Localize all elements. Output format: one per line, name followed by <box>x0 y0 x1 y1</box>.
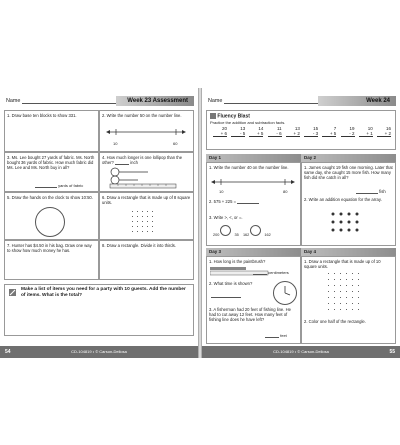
day-1-box <box>206 162 301 246</box>
fact: 7 + 5 <box>322 126 336 137</box>
question-text: 2. What time is shown? <box>209 281 253 286</box>
answer-blank[interactable] <box>211 293 241 298</box>
day-2-box <box>301 162 396 246</box>
clock-face-icon <box>273 281 297 305</box>
day-1-header: Day 1 <box>206 154 301 162</box>
answer-unit: fish <box>379 189 386 194</box>
question-8 <box>99 240 194 280</box>
answer-blank[interactable] <box>115 160 129 165</box>
question-text: 3. A fisherman had 20 feet of fishing line. He had to cut away 12 feet. How many feet of fishing line does he have left? <box>209 307 291 322</box>
answer-blank[interactable] <box>253 270 267 275</box>
fact: 14 + 5 <box>249 126 263 137</box>
clock-face-icon[interactable] <box>35 207 65 237</box>
name-label: Name <box>208 98 223 104</box>
question-text: 5. Draw the hands on the clock to show 10:50. <box>7 195 93 200</box>
question-5 <box>4 192 99 240</box>
week-title: Week 23 Assessment <box>116 96 194 106</box>
fluency-title: Fluency Blast <box>217 113 250 120</box>
right-page <box>202 88 400 358</box>
question-7 <box>4 240 99 280</box>
day-4-header: Day 4 <box>301 248 396 256</box>
question-text: 6. Draw a rectangle that is made up of 8 square units. <box>102 195 191 205</box>
question-text: 2. Write the number 50 on the number line. <box>102 113 182 118</box>
left-header <box>0 96 198 106</box>
compare-value: 200 <box>213 233 220 237</box>
question-6 <box>99 192 194 240</box>
answer-unit: centimeters <box>268 270 289 275</box>
page-number: 54 <box>5 349 11 355</box>
question-text: 1. Write the number 40 on the number line. <box>209 165 289 170</box>
answer-blank[interactable] <box>237 199 259 204</box>
answer-blank[interactable] <box>265 333 279 338</box>
compare-value: 35 <box>234 233 239 237</box>
answer-unit: inch <box>130 160 138 165</box>
compare-circle[interactable] <box>250 225 261 236</box>
answer-blank[interactable] <box>35 183 57 188</box>
left-footer <box>0 346 198 358</box>
compare-circle[interactable] <box>220 225 231 236</box>
day-3-header: Day 3 <box>206 248 301 256</box>
fact-row <box>213 126 391 137</box>
left-page <box>0 88 199 358</box>
name-line <box>22 103 117 104</box>
fact: 19 - 2 <box>341 126 355 137</box>
tick-label: 10 <box>113 141 118 146</box>
dot-grid[interactable] <box>326 271 362 313</box>
pencil-icon <box>8 288 17 297</box>
footer-credit: CD-104819 • © Carson-Dellosa <box>71 349 127 354</box>
question-text: 2. 575 + 225 = <box>209 199 237 204</box>
answer-unit: feet <box>280 333 287 338</box>
question-text: 4. How much longer is one lollipop than the other? <box>102 155 183 165</box>
question-3 <box>4 152 99 192</box>
answer-unit: yards of fabric <box>58 183 84 188</box>
question-4 <box>99 152 194 192</box>
question-1 <box>4 110 99 152</box>
writing-task <box>4 284 194 336</box>
question-text: 2. Write an addition equation for the array. <box>304 197 382 202</box>
day-4-box <box>301 256 396 344</box>
number-line <box>211 177 295 189</box>
number-line <box>106 127 186 141</box>
answer-blank[interactable] <box>356 189 378 194</box>
fact: 16 + 2 <box>377 126 391 137</box>
fact: 11 - 6 <box>268 126 282 137</box>
compare-value: 162 <box>242 233 250 237</box>
day-3-box <box>206 256 301 344</box>
tick-label: 10 <box>219 189 224 194</box>
fact: 13 + 2 <box>286 126 300 137</box>
page-number: 55 <box>389 349 395 355</box>
question-text: 8. Draw a rectangle. Divide it into thirds. <box>102 243 177 248</box>
workbook-spread <box>0 88 400 358</box>
fluency-blast <box>206 110 396 150</box>
lollipop-ruler-icon <box>108 167 178 189</box>
question-text: 1. Draw base ten blocks to show 331. <box>7 113 77 118</box>
question-text: 1. James caught 19 fish one morning. Later that same day, she caught 15 more fish. How many fish did she catch in all? <box>304 165 393 180</box>
rocket-icon <box>210 113 216 119</box>
compare-value: 162 <box>264 233 271 237</box>
footer-credit: CD-104819 • © Carson-Dellosa <box>273 349 329 354</box>
question-text: 1. How long is the paintbrush? <box>209 259 266 264</box>
question-2 <box>99 110 194 152</box>
dot-array <box>328 209 368 239</box>
dot-grid[interactable] <box>130 209 155 234</box>
task-text: Make a list of items you need for a party with 10 guests. Add the number of items. What is the total? <box>21 287 186 298</box>
name-label: Name <box>6 98 21 104</box>
fact: 13 - 5 <box>231 126 245 137</box>
week-title: Week 24 <box>318 96 396 106</box>
fluency-subtitle: Practice the addition and subtraction facts. <box>210 120 286 125</box>
fact: 20 + 6 <box>213 126 227 137</box>
question-text: 1. Draw a rectangle that is made up of 10 square units. <box>304 259 381 269</box>
question-text: 3. Ms. Lee bought 27 yards of fabric. Ms. North bought 36 yards of fabric. How much fabric did Ms. Lee and Ms. North buy in all? <box>7 155 95 170</box>
right-footer <box>202 346 400 358</box>
tick-label: 60 <box>173 141 178 146</box>
tick-label: 80 <box>283 189 288 194</box>
question-text: 2. Color one half of the rectangle. <box>304 319 366 324</box>
fact: 15 - 3 <box>304 126 318 137</box>
question-text: 3. Write >, <, or =. <box>209 215 243 220</box>
question-text: 7. Hunter has $4.50 in his bag. Draw one way to show how much money he has. <box>7 243 92 253</box>
fact: 10 + 1 <box>359 126 373 137</box>
name-line <box>224 103 319 104</box>
right-header <box>202 96 400 106</box>
day-2-header: Day 2 <box>301 154 396 162</box>
